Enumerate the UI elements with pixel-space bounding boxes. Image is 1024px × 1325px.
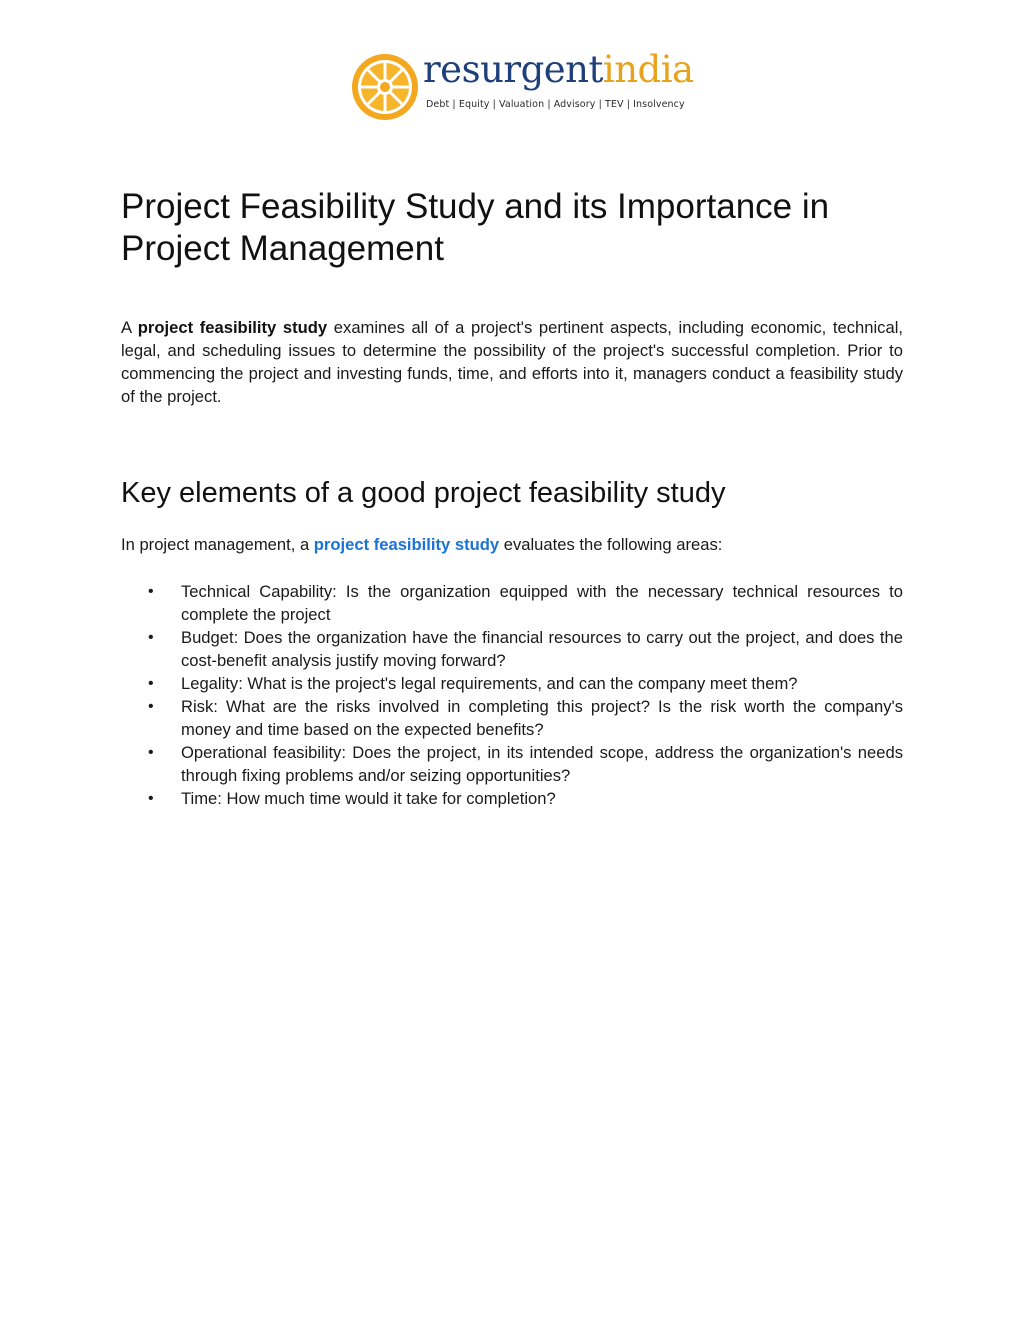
list-item: • Legality: What is the project's legal requirements, and can the company meet them? (148, 674, 798, 693)
bullet-icon: • (148, 790, 154, 807)
sun-wheel-logo-icon (350, 52, 420, 122)
intro-bold-term: project feasibility study (137, 318, 328, 337)
feasibility-study-link[interactable]: project feasibility study (313, 535, 500, 554)
section-heading: Key elements of a good project feasibility study (121, 477, 726, 509)
bullet-icon: • (148, 744, 154, 761)
logo-wordmark: resurgentindia (423, 48, 694, 91)
list-item: • Budget: Does the organization have the financial resources to carry out the project, and does the cost-benefit analysis justify moving forward? (148, 628, 903, 670)
list-item: • Risk: What are the risks involved in completing this project? Is the risk worth the company's money and time based on the expected benefits? (148, 697, 903, 739)
logo-tagline: Debt | Equity | Valuation | Advisory | TEV | Insolvency (426, 99, 685, 110)
areas-list (121, 580, 903, 810)
list-item: • Technical Capability: Is the organization equipped with the necessary technical resources to complete the project (148, 582, 903, 624)
page-title: Project Feasibility Study and its Importance in Project Management (121, 187, 830, 268)
list-item: • Operational feasibility: Does the project, in its intended scope, address the organization's needs through fixing problems and/or seizing opportunities? (148, 743, 903, 785)
bullet-icon: • (148, 675, 154, 692)
intro-paragraph: A project feasibility study examines all of a project's pertinent aspects, including economic, technical, legal, and scheduling issues to determine the possibility of the project's successful completion. Prior to commencing the project and investing funds, time, and efforts into it, managers conduct a feasibility study of the project. (121, 318, 904, 406)
bullet-icon: • (148, 583, 154, 600)
list-item: • Time: How much time would it take for completion? (148, 789, 556, 808)
company-logo (350, 48, 694, 126)
bullet-icon: • (148, 629, 154, 646)
lead-paragraph: In project management, a project feasibility study evaluates the following areas: (121, 535, 723, 554)
bullet-icon: • (148, 698, 154, 715)
